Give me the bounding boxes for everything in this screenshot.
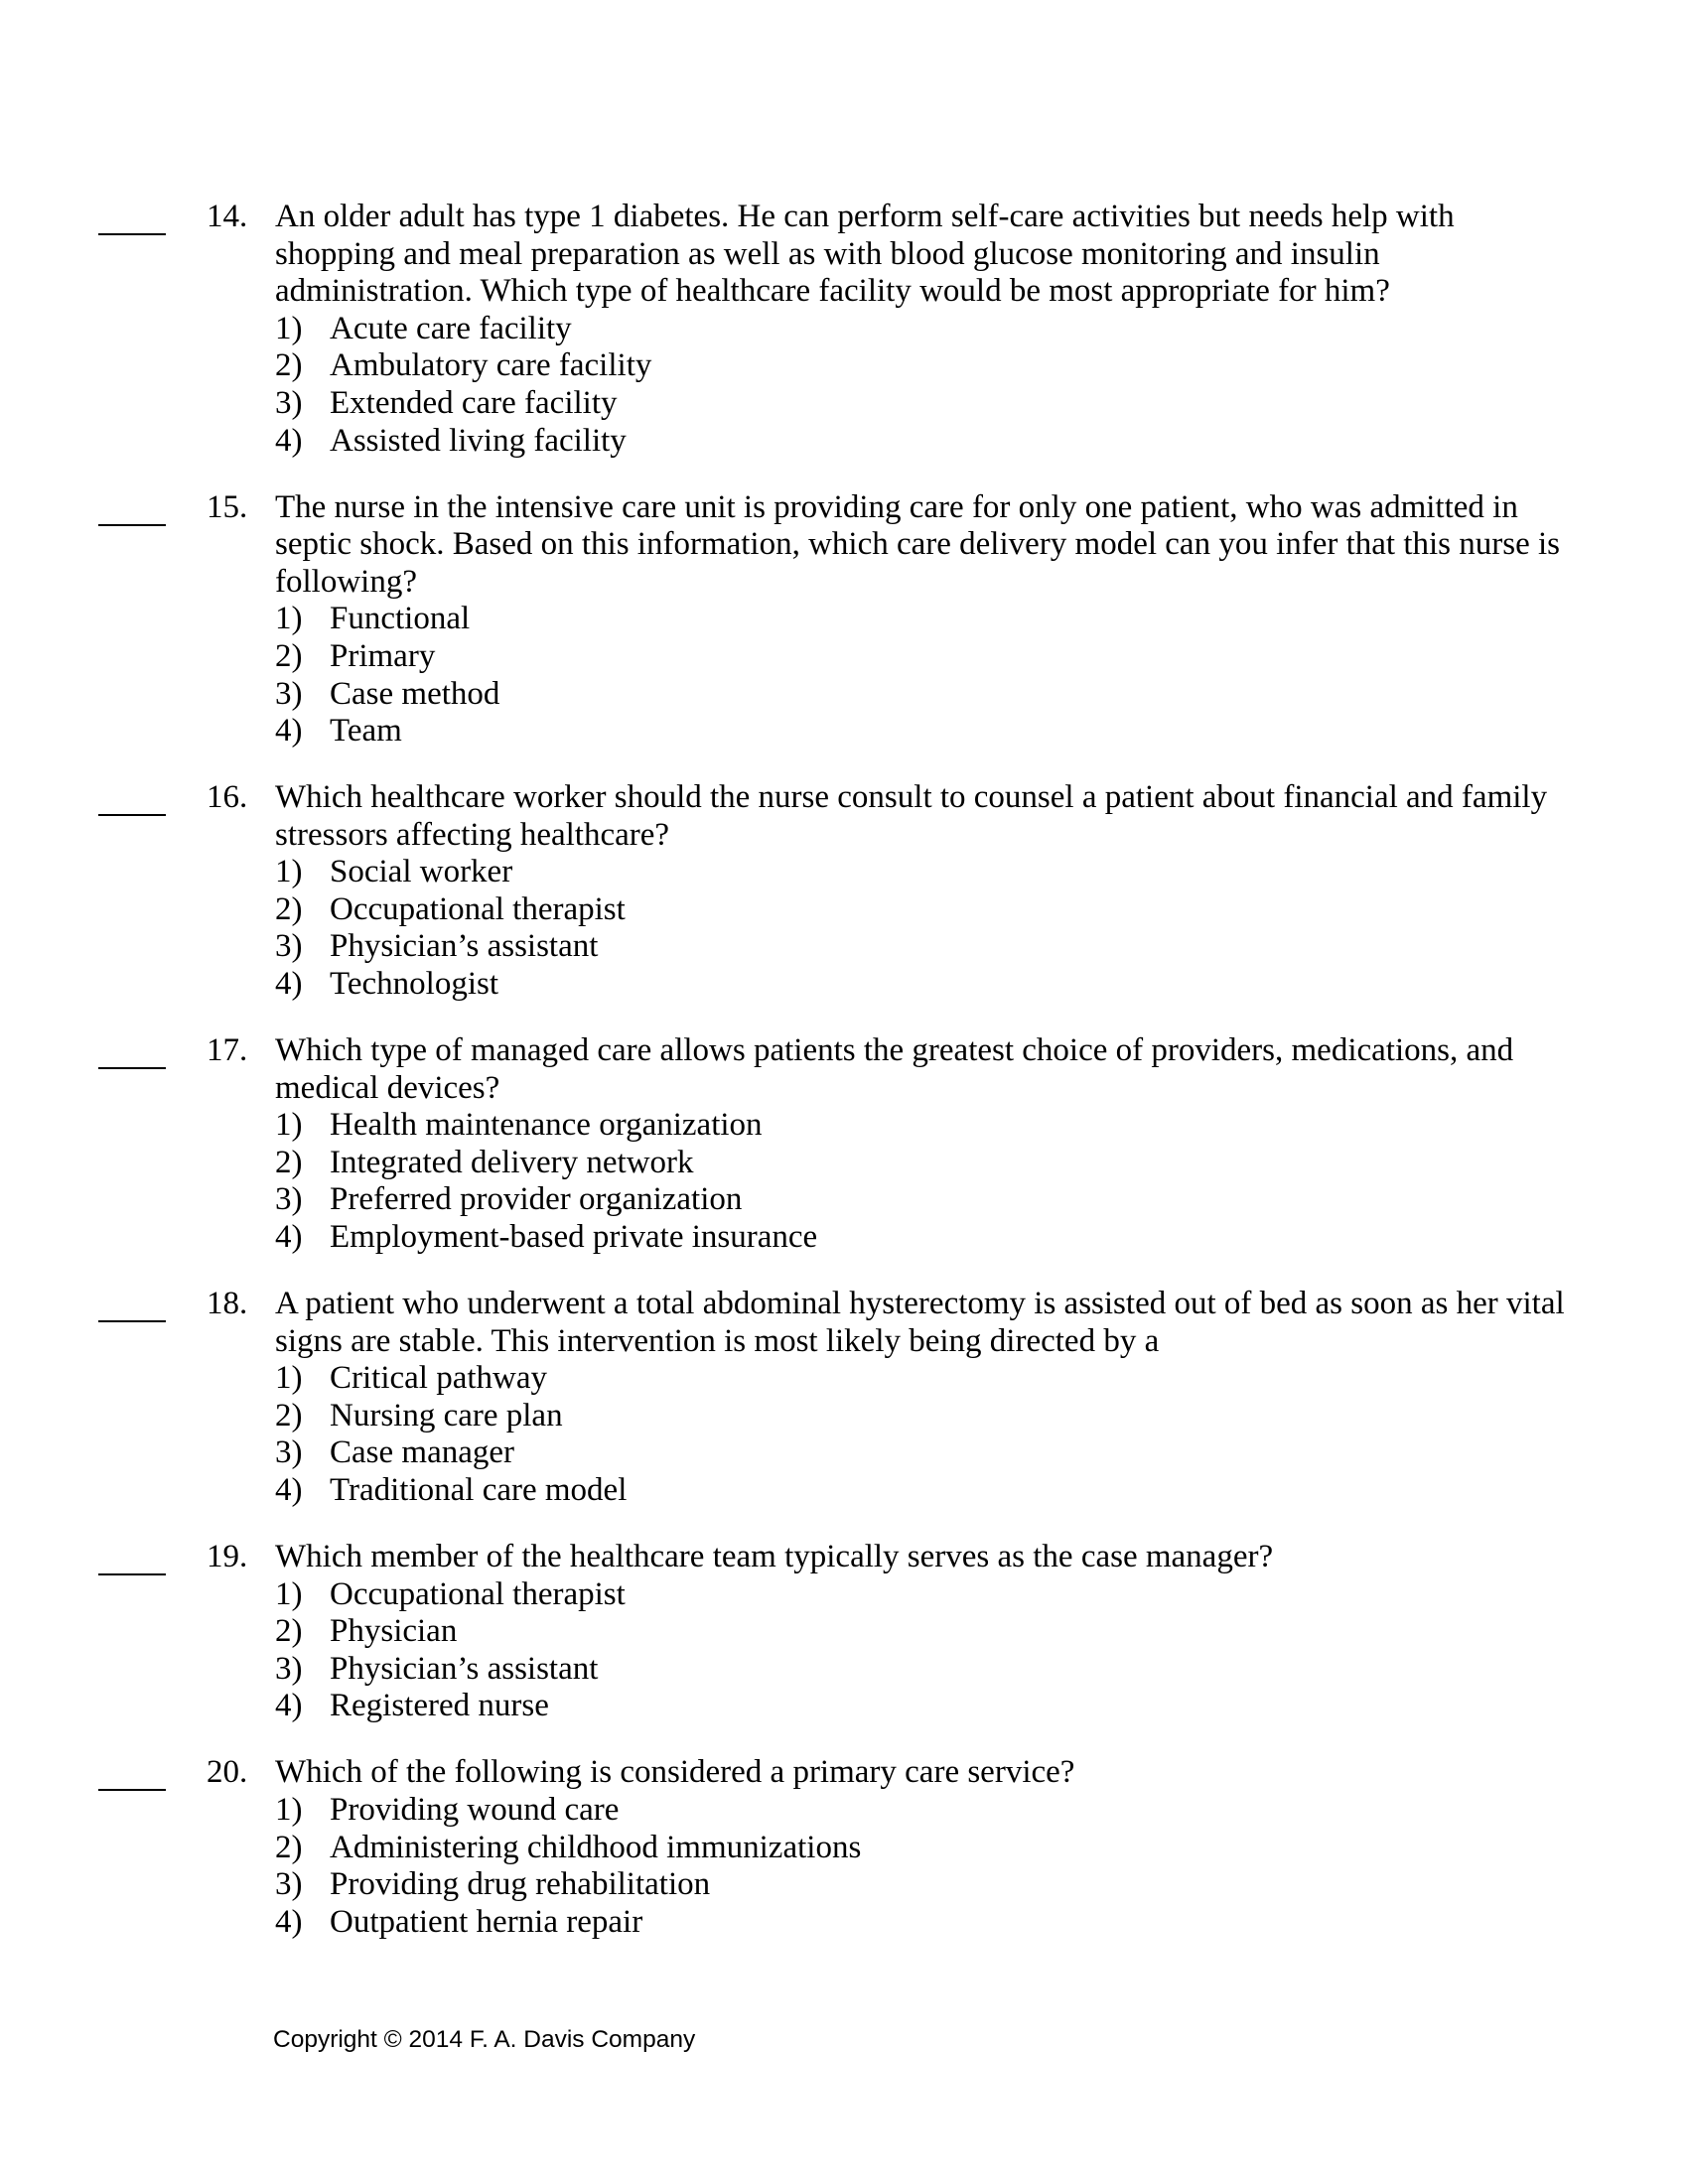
- answer-option: [275, 385, 1688, 423]
- answer-option: [275, 1688, 1688, 1725]
- option-text: Case manager: [330, 1434, 514, 1471]
- option-number: 4): [275, 1903, 303, 1940]
- question-number: 19.: [207, 1538, 248, 1574]
- question-number: 15.: [207, 488, 248, 525]
- answer-options: [275, 1360, 1688, 1509]
- answer-option: [275, 676, 1688, 714]
- option-text: Team: [330, 713, 402, 750]
- answer-option: [275, 1219, 1688, 1257]
- option-text: Social worker: [330, 854, 513, 890]
- answer-option: [275, 1613, 1688, 1651]
- answer-option: [275, 311, 1688, 348]
- question-number: 18.: [207, 1286, 248, 1321]
- answer-blank[interactable]: [98, 489, 166, 527]
- option-text: Integrated delivery network: [330, 1144, 694, 1180]
- stem-line: signs are stable. This intervention is most likely being directed by a: [275, 1322, 1160, 1359]
- option-text: Physician’s assistant: [330, 928, 599, 965]
- option-number: 2): [275, 1144, 303, 1180]
- question-number: 20.: [207, 1754, 248, 1791]
- answer-option: [275, 1830, 1688, 1867]
- option-number: 2): [275, 1397, 303, 1433]
- stem-line: An older adult has type 1 diabetes. He can perform self-care activities but needs help with: [275, 199, 1455, 234]
- answer-blank[interactable]: [98, 1539, 166, 1576]
- option-number: 2): [275, 347, 303, 384]
- answer-option: [275, 347, 1688, 385]
- option-number: 3): [275, 928, 303, 965]
- option-number: 1): [275, 1107, 303, 1144]
- answer-option: [275, 1866, 1688, 1904]
- answer-option: [275, 1792, 1688, 1830]
- question-18: [0, 1286, 1688, 1510]
- question-stem: [275, 779, 1688, 854]
- option-number: 1): [275, 854, 303, 890]
- answer-blank[interactable]: [98, 1286, 166, 1323]
- answer-option: [275, 1107, 1688, 1145]
- option-text: Ambulatory care facility: [330, 347, 652, 384]
- answer-option: [275, 1360, 1688, 1398]
- answer-options: [275, 1576, 1688, 1725]
- option-text: Providing drug rehabilitation: [330, 1866, 711, 1903]
- stem-line: administration. Which type of healthcare facility would be most appropriate for him?: [275, 273, 1390, 310]
- answer-options: [275, 1107, 1688, 1256]
- option-text: Health maintenance organization: [330, 1107, 763, 1144]
- option-text: Technologist: [330, 966, 498, 1003]
- option-text: Assisted living facility: [330, 422, 627, 459]
- answer-options: [275, 1792, 1688, 1941]
- question-17: [0, 1032, 1688, 1257]
- option-number: 2): [275, 637, 303, 674]
- option-text: Preferred provider organization: [330, 1181, 743, 1218]
- question-number: 17.: [207, 1032, 248, 1069]
- answer-option: [275, 713, 1688, 751]
- question-number: 16.: [207, 779, 248, 816]
- option-number: 3): [275, 1650, 303, 1687]
- option-number: 3): [275, 1181, 303, 1218]
- stem-line: septic shock. Based on this information, which care delivery model can you infer that this nurse is: [275, 526, 1561, 563]
- option-text: Critical pathway: [330, 1360, 548, 1397]
- option-text: Case method: [330, 675, 500, 712]
- question-16: [0, 779, 1688, 1004]
- option-text: Registered nurse: [330, 1688, 549, 1724]
- answer-blank[interactable]: [98, 199, 166, 236]
- option-text: Primary: [330, 637, 436, 674]
- option-number: 3): [275, 1434, 303, 1471]
- answer-option: [275, 854, 1688, 891]
- stem-line: Which type of managed care allows patients the greatest choice of providers, medications, and: [275, 1032, 1514, 1069]
- answer-option: [275, 423, 1688, 461]
- stem-line: A patient who underwent a total abdominal hysterectomy is assisted out of bed as soon as her vital: [275, 1286, 1565, 1321]
- question-stem: [275, 1539, 1688, 1576]
- question-19: [0, 1539, 1688, 1725]
- option-number: 4): [275, 1688, 303, 1724]
- answer-option: [275, 1576, 1688, 1614]
- stem-line: stressors affecting healthcare?: [275, 816, 670, 853]
- question-14: [0, 199, 1688, 460]
- answer-options: [275, 601, 1688, 750]
- question-stem: [275, 1754, 1688, 1792]
- question-stem: [275, 1286, 1688, 1360]
- option-text: Functional: [330, 601, 471, 637]
- answer-option: [275, 1398, 1688, 1435]
- option-number: 4): [275, 1471, 303, 1508]
- question-stem: [275, 199, 1688, 311]
- option-text: Traditional care model: [330, 1471, 628, 1508]
- answer-option: [275, 1434, 1688, 1472]
- answer-option: [275, 1145, 1688, 1182]
- option-number: 4): [275, 1219, 303, 1256]
- answer-options: [275, 854, 1688, 1003]
- option-text: Providing wound care: [330, 1791, 620, 1828]
- option-text: Administering childhood immunizations: [330, 1829, 862, 1865]
- option-text: Employment-based private insurance: [330, 1219, 818, 1256]
- stem-line: following?: [275, 563, 417, 600]
- option-number: 1): [275, 1360, 303, 1397]
- option-text: Occupational therapist: [330, 890, 626, 927]
- answer-options: [275, 311, 1688, 460]
- answer-option: [275, 891, 1688, 929]
- question-number: 14.: [207, 199, 248, 234]
- answer-option: [275, 1472, 1688, 1510]
- question-20: [0, 1754, 1688, 1941]
- option-text: Extended care facility: [330, 384, 618, 421]
- option-number: 3): [275, 384, 303, 421]
- answer-option: [275, 1904, 1688, 1942]
- answer-blank[interactable]: [98, 1032, 166, 1070]
- stem-line: Which healthcare worker should the nurse consult to counsel a patient about financial and family: [275, 779, 1548, 816]
- stem-line: The nurse in the intensive care unit is providing care for only one patient, who was admitted in: [275, 488, 1518, 525]
- option-number: 2): [275, 1613, 303, 1650]
- question-list: [0, 199, 1688, 1971]
- option-number: 3): [275, 1866, 303, 1903]
- option-number: 1): [275, 1575, 303, 1612]
- answer-option: [275, 966, 1688, 1004]
- option-number: 2): [275, 1829, 303, 1865]
- answer-option: [275, 601, 1688, 638]
- stem-line: medical devices?: [275, 1069, 500, 1106]
- stem-line: Which of the following is considered a primary care service?: [275, 1754, 1075, 1791]
- option-text: Acute care facility: [330, 310, 572, 346]
- option-number: 2): [275, 890, 303, 927]
- option-text: Nursing care plan: [330, 1397, 563, 1433]
- question-stem: [275, 1032, 1688, 1107]
- option-number: 1): [275, 310, 303, 346]
- option-number: 1): [275, 601, 303, 637]
- stem-line: shopping and meal preparation as well as with blood glucose monitoring and insulin: [275, 235, 1380, 272]
- option-number: 1): [275, 1791, 303, 1828]
- answer-option: [275, 1181, 1688, 1219]
- option-number: 3): [275, 675, 303, 712]
- copyright-footer: Copyright © 2014 F. A. Davis Company: [273, 2026, 696, 2053]
- question-stem: [275, 489, 1688, 602]
- answer-option: [275, 928, 1688, 966]
- option-number: 4): [275, 422, 303, 459]
- option-text: Outpatient hernia repair: [330, 1903, 643, 1940]
- option-text: Physician: [330, 1613, 458, 1650]
- question-15: [0, 489, 1688, 751]
- answer-option: [275, 1651, 1688, 1689]
- answer-blank[interactable]: [98, 779, 166, 817]
- option-text: Occupational therapist: [330, 1575, 626, 1612]
- option-text: Physician’s assistant: [330, 1650, 599, 1687]
- answer-option: [275, 638, 1688, 676]
- stem-line: Which member of the healthcare team typically serves as the case manager?: [275, 1538, 1274, 1574]
- answer-blank[interactable]: [98, 1754, 166, 1792]
- option-number: 4): [275, 713, 303, 750]
- option-number: 4): [275, 966, 303, 1003]
